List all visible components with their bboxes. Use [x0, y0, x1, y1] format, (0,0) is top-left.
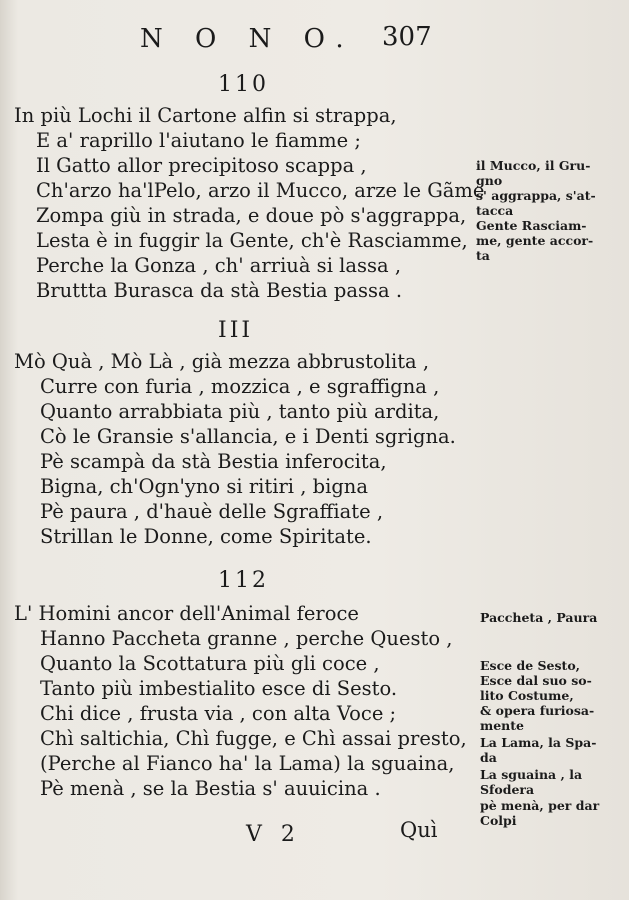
verse-line: Pè scampà da stà Bestia inferocita,	[40, 450, 387, 473]
running-title: N O N O.	[140, 24, 356, 54]
marginal-gloss: Sfodera	[480, 782, 535, 797]
verse-line: Quanto la Scottatura più gli coce ,	[40, 652, 380, 675]
verse-line: Strillan le Donne, come Spiritate.	[40, 525, 372, 548]
verse-line: Bigna, ch'Ogn'yno si ritiri , bigna	[40, 475, 368, 498]
marginal-gloss: lito Costume,	[480, 688, 574, 703]
verse-line: Quanto arrabbiata più , tanto più ardita,	[40, 400, 440, 423]
verse-line: Zompa giù in strada, e doue pò s'aggrappa,	[36, 204, 467, 227]
marginal-gloss: mente	[480, 718, 524, 733]
marginal-gloss: s' aggrappa, s'at-	[476, 188, 596, 203]
verse-line: Chi dice , frusta via , con alta Voce ;	[40, 702, 397, 725]
catchword: Quì	[400, 818, 438, 842]
marginal-gloss: Colpi	[480, 813, 517, 828]
verse-line: Perche la Gonza , ch' arriuà si lassa ,	[36, 254, 402, 277]
page-number: 307	[382, 22, 432, 52]
verse-line: Lesta è in fuggir la Gente, ch'è Rasciamme,	[36, 229, 468, 252]
marginal-gloss: Gente Rasciam-	[476, 218, 587, 233]
verse-line: Ch'arzo ha'lPelo, arzo il Mucco, arze le Gãme	[36, 179, 485, 202]
verse-line: (Perche al Fianco ha' la Lama) la sguaina,	[40, 752, 455, 775]
marginal-gloss: La Lama, la Spa-	[480, 735, 597, 750]
marginal-gloss: ta	[476, 248, 490, 263]
stanza-number: III	[218, 318, 254, 343]
stanza-number: 112	[218, 568, 269, 593]
marginal-gloss: gno	[476, 173, 503, 188]
marginal-gloss: Esce de Sesto,	[480, 658, 581, 673]
verse-line: Bruttta Burasca da stà Bestia passa .	[36, 279, 403, 302]
signature-mark: V 2	[246, 822, 301, 847]
verse-line: Mò Quà , Mò Là , già mezza abbrustolita ,	[14, 350, 430, 373]
verse-line: In più Lochi il Cartone alfin si strappa,	[14, 104, 397, 127]
marginal-gloss: il Mucco, il Gru-	[476, 158, 591, 173]
marginal-gloss: da	[480, 750, 497, 765]
verse-line: Tanto più imbestialito esce di Sesto.	[40, 677, 398, 700]
verse-line: Il Gatto allor precipitoso scappa ,	[36, 154, 367, 177]
stanza-number: 110	[218, 72, 269, 97]
marginal-gloss: Esce dal suo so-	[480, 673, 592, 688]
marginal-gloss: pè menà, per dar	[480, 798, 600, 813]
verse-line: Hanno Paccheta granne , perche Questo ,	[40, 627, 453, 650]
marginal-gloss: tacca	[476, 203, 514, 218]
verse-line: Pè menà , se la Bestia s' auuicina .	[40, 777, 381, 800]
verse-line: Curre con furia , mozzica , e sgraffigna ,	[40, 375, 440, 398]
verse-line: L' Homini ancor dell'Animal feroce	[14, 602, 359, 625]
marginal-gloss: Paccheta , Paura	[480, 610, 598, 625]
marginal-gloss: & opera furiosa-	[480, 703, 595, 718]
verse-line: Pè paura , d'hauè delle Sgraffiate ,	[40, 500, 384, 523]
verse-line: E a' raprillo l'aiutano le fiamme ;	[36, 129, 361, 152]
verse-line: Cò le Gransie s'allancia, e i Denti sgrigna.	[40, 425, 456, 448]
marginal-gloss: La sguaina , la	[480, 767, 583, 782]
verse-line: Chì saltichia, Chì fugge, e Chì assai presto,	[40, 727, 467, 750]
marginal-gloss: me, gente accor-	[476, 233, 594, 248]
